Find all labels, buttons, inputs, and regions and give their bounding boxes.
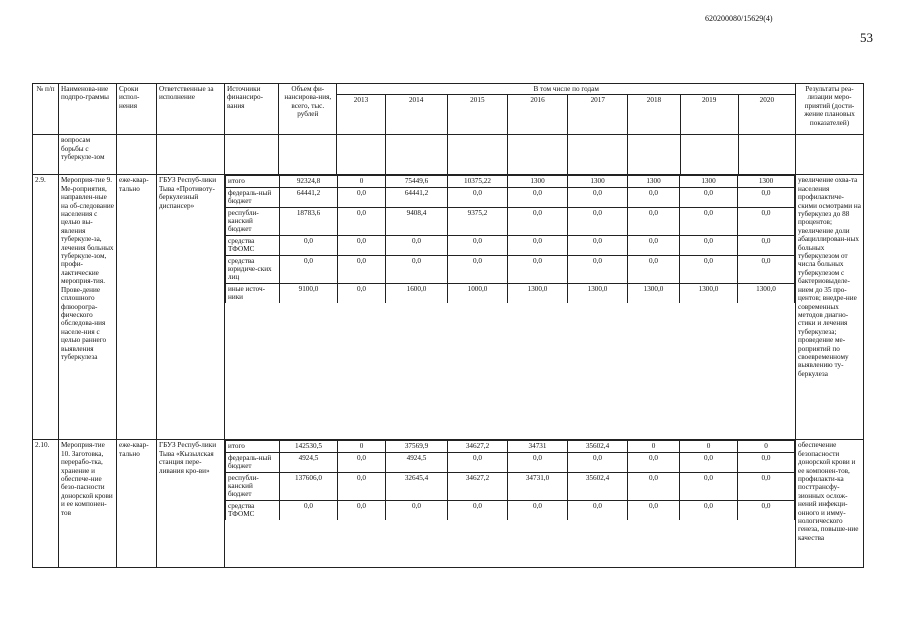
funding-year-value: 0,0 [568, 452, 628, 472]
funding-year-value: 0,0 [628, 207, 680, 235]
page-number: 53 [860, 30, 873, 45]
funding-year-value: 4924,5 [386, 452, 448, 472]
funding-year-value: 0,0 [628, 187, 680, 207]
table-row [33, 440, 864, 568]
funding-year-value: 0,0 [568, 500, 628, 519]
funding-total: 0,0 [280, 500, 338, 519]
funding-lines-1 [226, 441, 795, 520]
header-year: 2013 [337, 95, 385, 135]
funding-total: 4924,5 [280, 452, 338, 472]
header-year: 2016 [507, 95, 567, 135]
funding-year-value: 1300,0 [628, 283, 680, 302]
funding-line [226, 187, 795, 207]
funding-year-value: 0,0 [338, 207, 386, 235]
funding-year-value: 1300,0 [508, 283, 568, 302]
funding-year-value: 34627,2 [448, 472, 508, 500]
funding-year-value: 0,0 [448, 235, 508, 255]
row-num: 2.9. [33, 175, 59, 440]
funding-year-value: 0,0 [338, 500, 386, 519]
funding-year-value: 0,0 [628, 472, 680, 500]
funding-source: республи-канский бюджет [226, 207, 280, 235]
funding-year-value: 35602,4 [568, 441, 628, 452]
funding-year-value: 0,0 [508, 452, 568, 472]
funding-source: итого [226, 176, 280, 187]
funding-year-value: 35602,4 [568, 472, 628, 500]
funding-year-value: 0,0 [448, 187, 508, 207]
funding-year-value: 75449,6 [386, 176, 448, 187]
funding-year-value: 0,0 [448, 500, 508, 519]
funding-year-value: 1300,0 [738, 283, 795, 302]
funding-source: республи-канский бюджет [226, 472, 280, 500]
table-row [33, 135, 864, 175]
funding-source: федераль-ный бюджет [226, 187, 280, 207]
funding-year-value: 0 [338, 441, 386, 452]
funding-year-value: 1300 [680, 176, 738, 187]
row-name: Мероприя-тие 9. Ме-роприятия, направлен-ные на об-следование населения с целью вы-явления туберкуле-за, лечения больных туберкуле-зом, профи-лактические мероприя-тия. Прове-дение сплошного флюорогра-фического обследова-ния населе-ния с целью раннего выявления туберкулеза [59, 175, 117, 440]
funding-year-value: 0 [338, 176, 386, 187]
row-responsible: ГБУЗ Респуб-лики Тыва «Противоту-беркулезный диспансер» [157, 175, 225, 440]
funding-year-value: 0,0 [680, 500, 738, 519]
funding-source: средства ТФОМС [226, 500, 280, 519]
funding-year-value: 10375,22 [448, 176, 508, 187]
row-num: 2.10. [33, 440, 59, 568]
funding-year-value: 0,0 [386, 255, 448, 283]
funding-year-value: 0,0 [508, 255, 568, 283]
funding-year-value: 0,0 [738, 500, 795, 519]
funding-year-value: 37569,9 [386, 441, 448, 452]
row-term: еже-квар-тально [117, 440, 157, 568]
funding-year-value: 0,0 [738, 207, 795, 235]
funding-line [226, 452, 795, 472]
row-result: обеспечение безопасности донорской крови и ее компонен-тов, профилакти-ка посттрансфу-зионных ослож-нений инфекци-онного и имму-нологического генеза, повыше-ние качества [796, 440, 864, 568]
funding-year-value: 0,0 [680, 187, 738, 207]
funding-year-value: 0 [738, 441, 795, 452]
funding-year-value: 0,0 [508, 207, 568, 235]
funding-total: 142530,5 [280, 441, 338, 452]
funding-year-value: 64441,2 [386, 187, 448, 207]
funding-year-value: 0,0 [680, 235, 738, 255]
funding-source: средства ТФОМС [226, 235, 280, 255]
row-result: увеличение охва-та населения профилактиче-скими осмотрами на туберкулез до 88 процентов; увеличение доли абациллирован-ных больных туберкулезом от числа больных туберкулезом с бактериовыделе-нием до 35 про-центов; внедре-ние современных методов диагно-стики и лечения туберкулеза; проведение ме-роприятий по своевременному выявлению ту-беркулеза [796, 175, 864, 440]
funding-year-value: 0,0 [628, 500, 680, 519]
funding-year-value: 0,0 [338, 472, 386, 500]
funding-year-value: 0,0 [628, 452, 680, 472]
funding-year-value: 0,0 [568, 187, 628, 207]
funding-total: 0,0 [280, 235, 338, 255]
funding-year-value: 0,0 [738, 255, 795, 283]
funding-total: 137606,0 [280, 472, 338, 500]
funding-year-value: 0,0 [338, 452, 386, 472]
funding-source: иные источ-ники [226, 283, 280, 302]
cont-name-cell: вопросам борьбы с туберкуле-зом [59, 135, 117, 175]
funding-year-value: 0,0 [680, 452, 738, 472]
funding-year-value: 0,0 [568, 255, 628, 283]
funding-year-value: 0,0 [338, 255, 386, 283]
header-year: 2017 [568, 95, 628, 135]
funding-lines-0 [226, 176, 795, 303]
row-term: еже-квар-тально [117, 175, 157, 440]
funding-year-value: 34731 [508, 441, 568, 452]
funding-year-value: 0,0 [448, 255, 508, 283]
funding-year-value: 9408,4 [386, 207, 448, 235]
header-year: 2020 [738, 95, 795, 135]
funding-year-value: 0,0 [508, 500, 568, 519]
funding-year-value: 0,0 [448, 452, 508, 472]
row-responsible: ГБУЗ Респуб-лики Тыва «Кызылская станция пере-ливания кро-ви» [157, 440, 225, 568]
row-name: Мероприя-тие 10. Заготовка, перерабо-тка, хранение и обеспече-ние безо-пасности донорской крови и ее компонен-тов [59, 440, 117, 568]
funding-source: итого [226, 441, 280, 452]
funding-source: средства юридиче-ских лиц [226, 255, 280, 283]
header-source: Источники финансиро-вания [225, 84, 279, 135]
funding-year-value: 0,0 [386, 235, 448, 255]
table-row [33, 175, 864, 440]
funding-total: 0,0 [280, 255, 338, 283]
funding-subtable [225, 175, 795, 302]
funding-year-value: 0,0 [738, 235, 795, 255]
header-result: Результаты реа-лизации меро-приятий (дости-жение плановых показателей) [796, 84, 864, 135]
funding-line [226, 207, 795, 235]
funding-source: федераль-ный бюджет [226, 452, 280, 472]
funding-year-value: 0,0 [738, 472, 795, 500]
header-year: 2018 [628, 95, 680, 135]
funding-subtable [225, 440, 795, 519]
funding-year-value: 0,0 [568, 235, 628, 255]
funding-line [226, 235, 795, 255]
header-volume: Объем фи-нансирова-ния, всего, тыс. рублей [279, 84, 337, 135]
funding-year-value: 1300,0 [680, 283, 738, 302]
funding-line [226, 283, 795, 302]
funding-year-value: 34731,0 [508, 472, 568, 500]
funding-line [226, 176, 795, 187]
funding-year-value: 1300 [628, 176, 680, 187]
funding-year-value: 1300 [508, 176, 568, 187]
funding-year-value: 1300,0 [568, 283, 628, 302]
funding-year-value: 0,0 [338, 187, 386, 207]
funding-year-value: 0,0 [738, 452, 795, 472]
funding-year-value: 0,0 [680, 207, 738, 235]
header-year: 2015 [447, 95, 507, 135]
funding-line [226, 472, 795, 500]
header-term: Сроки испол-нения [117, 84, 157, 135]
funding-year-value: 0,0 [508, 187, 568, 207]
funding-year-value: 34627,2 [448, 441, 508, 452]
funding-year-value: 0 [680, 441, 738, 452]
funding-line [226, 500, 795, 519]
funding-year-value: 0,0 [338, 235, 386, 255]
financing-table [32, 83, 864, 568]
funding-year-value: 0,0 [680, 255, 738, 283]
header-num: № п/п [33, 84, 59, 135]
funding-total: 9100,0 [280, 283, 338, 302]
funding-year-value: 0,0 [738, 187, 795, 207]
header-year: 2014 [385, 95, 447, 135]
funding-year-value: 1000,0 [448, 283, 508, 302]
funding-year-value: 9375,2 [448, 207, 508, 235]
funding-total: 64441,2 [280, 187, 338, 207]
header-name: Наименова-ние подпро-граммы [59, 84, 117, 135]
funding-total: 92324,8 [280, 176, 338, 187]
funding-total: 18783,6 [280, 207, 338, 235]
funding-line [226, 255, 795, 283]
funding-year-value: 0,0 [680, 472, 738, 500]
funding-year-value: 1300 [568, 176, 628, 187]
funding-year-value: 1300 [738, 176, 795, 187]
header-years-group: В том числе по годам [337, 84, 796, 95]
funding-year-value: 1600,0 [386, 283, 448, 302]
funding-year-value: 0,0 [508, 235, 568, 255]
funding-line [226, 441, 795, 452]
funding-year-value: 0 [628, 441, 680, 452]
funding-year-value: 32645,4 [386, 472, 448, 500]
header-year: 2019 [680, 95, 738, 135]
funding-year-value: 0,0 [568, 207, 628, 235]
document-number: 620200080/15629(4) [705, 14, 773, 23]
header-responsible: Ответственные за исполнение [157, 84, 225, 135]
funding-year-value: 0,0 [628, 255, 680, 283]
funding-year-value: 0,0 [338, 283, 386, 302]
funding-year-value: 0,0 [628, 235, 680, 255]
funding-year-value: 0,0 [386, 500, 448, 519]
